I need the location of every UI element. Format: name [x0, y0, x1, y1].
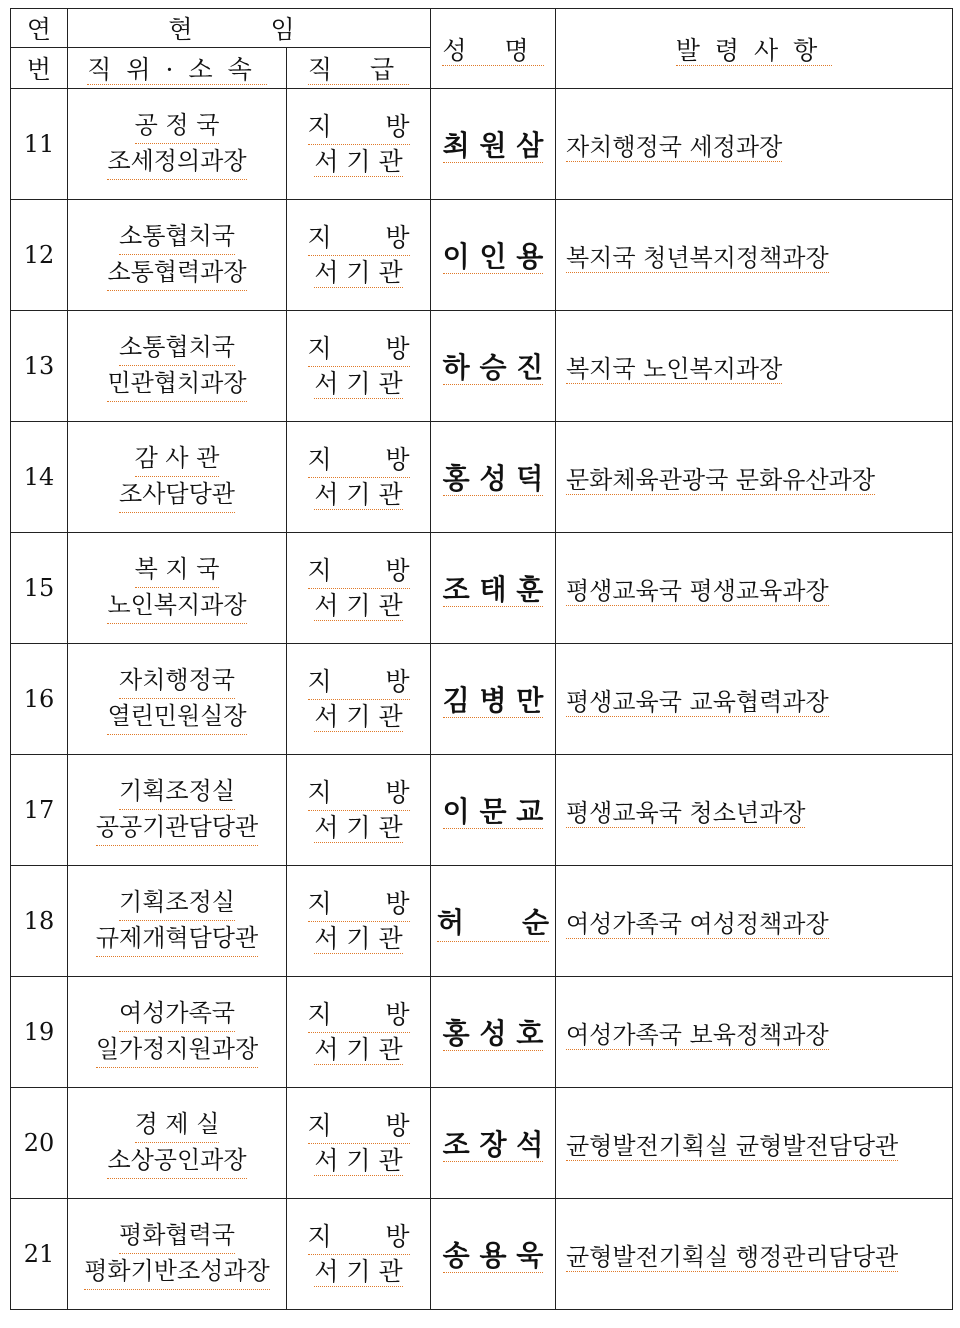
grade-line2: 서 기 관 — [314, 146, 403, 176]
department-line2: 일가정지원과장 — [96, 1032, 258, 1068]
department-line1: 여성가족국 — [119, 996, 235, 1032]
row-department — [68, 644, 287, 755]
header-current: 현 임 — [68, 9, 431, 48]
row-number: 16 — [11, 644, 68, 755]
department-line2: 소통협력과장 — [107, 255, 246, 291]
header-position: 직위·소속 — [68, 48, 287, 89]
table-row — [11, 866, 953, 977]
grade-line1: 지 방 — [308, 332, 410, 367]
row-grade — [287, 755, 431, 866]
row-order: 평생교육국 교육협력과장 — [556, 644, 953, 755]
table-row — [11, 89, 953, 200]
row-order: 평생교육국 청소년과장 — [556, 755, 953, 866]
row-number: 15 — [11, 533, 68, 644]
row-order: 여성가족국 여성정책과장 — [556, 866, 953, 977]
department-line1: 기획조정실 — [119, 885, 235, 921]
grade-line2: 서 기 관 — [314, 479, 403, 509]
row-name: 이 인 용 — [431, 200, 556, 311]
table-row — [11, 1199, 953, 1310]
row-department — [68, 89, 287, 200]
grade-line1: 지 방 — [308, 554, 410, 589]
row-order: 여성가족국 보육정책과장 — [556, 977, 953, 1088]
row-number: 14 — [11, 422, 68, 533]
header-grade: 직 급 — [287, 48, 431, 89]
row-department — [68, 1088, 287, 1199]
row-number: 13 — [11, 311, 68, 422]
department-line2: 민관협치과장 — [107, 366, 246, 402]
grade-line1: 지 방 — [308, 887, 410, 922]
row-name: 송 용 욱 — [431, 1199, 556, 1310]
row-order: 복지국 청년복지정책과장 — [556, 200, 953, 311]
table-body — [11, 89, 953, 1310]
department-line1: 기획조정실 — [119, 774, 235, 810]
row-number: 20 — [11, 1088, 68, 1199]
grade-line2: 서 기 관 — [314, 1034, 403, 1064]
appointment-table — [10, 8, 953, 1310]
row-department — [68, 422, 287, 533]
header-name: 성 명 — [431, 9, 556, 89]
department-line2: 조사담당관 — [119, 477, 235, 513]
header-order: 발령사항 — [556, 9, 953, 89]
row-name: 최 원 삼 — [431, 89, 556, 200]
department-line1: 평화협력국 — [119, 1218, 235, 1254]
department-line1: 경 제 실 — [135, 1107, 220, 1143]
table-row — [11, 200, 953, 311]
grade-line1: 지 방 — [308, 443, 410, 478]
row-name: 조 장 석 — [431, 1088, 556, 1199]
department-line1: 공 정 국 — [135, 108, 220, 144]
row-name: 허 순 — [431, 866, 556, 977]
department-line2: 평화기반조성과장 — [84, 1254, 269, 1290]
row-grade — [287, 200, 431, 311]
table-row — [11, 644, 953, 755]
row-grade — [287, 977, 431, 1088]
grade-line2: 서 기 관 — [314, 590, 403, 620]
table-row — [11, 311, 953, 422]
grade-line2: 서 기 관 — [314, 1145, 403, 1175]
table-row — [11, 1088, 953, 1199]
row-name: 홍 성 덕 — [431, 422, 556, 533]
grade-line1: 지 방 — [308, 998, 410, 1033]
grade-line2: 서 기 관 — [314, 257, 403, 287]
row-name: 김 병 만 — [431, 644, 556, 755]
row-department — [68, 866, 287, 977]
department-line2: 규제개혁담당관 — [96, 921, 258, 957]
grade-line2: 서 기 관 — [314, 1256, 403, 1286]
grade-line1: 지 방 — [308, 110, 410, 145]
row-order: 균형발전기획실 균형발전담당관 — [556, 1088, 953, 1199]
department-line1: 소통협치국 — [119, 219, 235, 255]
row-grade — [287, 1088, 431, 1199]
row-number: 21 — [11, 1199, 68, 1310]
row-number: 12 — [11, 200, 68, 311]
header-no-top: 연 — [11, 9, 68, 48]
row-grade — [287, 422, 431, 533]
department-line1: 복 지 국 — [135, 552, 220, 588]
row-name: 이 문 교 — [431, 755, 556, 866]
table-row — [11, 422, 953, 533]
department-line1: 감 사 관 — [135, 441, 220, 477]
row-department — [68, 533, 287, 644]
row-department — [68, 977, 287, 1088]
grade-line2: 서 기 관 — [314, 923, 403, 953]
row-number: 19 — [11, 977, 68, 1088]
department-line1: 소통협치국 — [119, 330, 235, 366]
department-line2: 열린민원실장 — [107, 699, 246, 735]
row-order: 균형발전기획실 행정관리담당관 — [556, 1199, 953, 1310]
row-department — [68, 200, 287, 311]
grade-line2: 서 기 관 — [314, 701, 403, 731]
grade-line2: 서 기 관 — [314, 812, 403, 842]
department-line2: 공공기관담당관 — [96, 810, 258, 846]
row-grade — [287, 533, 431, 644]
department-line2: 조세정의과장 — [107, 144, 246, 180]
department-line2: 노인복지과장 — [107, 588, 246, 624]
department-line1: 자치행정국 — [119, 663, 235, 699]
department-line2: 소상공인과장 — [107, 1143, 246, 1179]
grade-line1: 지 방 — [308, 1220, 410, 1255]
row-name: 조 태 훈 — [431, 533, 556, 644]
row-grade — [287, 89, 431, 200]
grade-line1: 지 방 — [308, 1109, 410, 1144]
row-order: 평생교육국 평생교육과장 — [556, 533, 953, 644]
row-name: 하 승 진 — [431, 311, 556, 422]
row-department — [68, 755, 287, 866]
row-grade — [287, 644, 431, 755]
row-order: 복지국 노인복지과장 — [556, 311, 953, 422]
grade-line2: 서 기 관 — [314, 368, 403, 398]
row-grade — [287, 1199, 431, 1310]
row-grade — [287, 866, 431, 977]
row-number: 17 — [11, 755, 68, 866]
table-row — [11, 755, 953, 866]
table-row — [11, 977, 953, 1088]
row-number: 18 — [11, 866, 68, 977]
table-row — [11, 533, 953, 644]
grade-line1: 지 방 — [308, 221, 410, 256]
row-order: 문화체육관광국 문화유산과장 — [556, 422, 953, 533]
row-name: 홍 성 호 — [431, 977, 556, 1088]
grade-line1: 지 방 — [308, 665, 410, 700]
row-department — [68, 1199, 287, 1310]
header-no-bottom: 번 — [11, 48, 68, 89]
row-number: 11 — [11, 89, 68, 200]
row-department — [68, 311, 287, 422]
row-grade — [287, 311, 431, 422]
grade-line1: 지 방 — [308, 776, 410, 811]
row-order: 자치행정국 세정과장 — [556, 89, 953, 200]
